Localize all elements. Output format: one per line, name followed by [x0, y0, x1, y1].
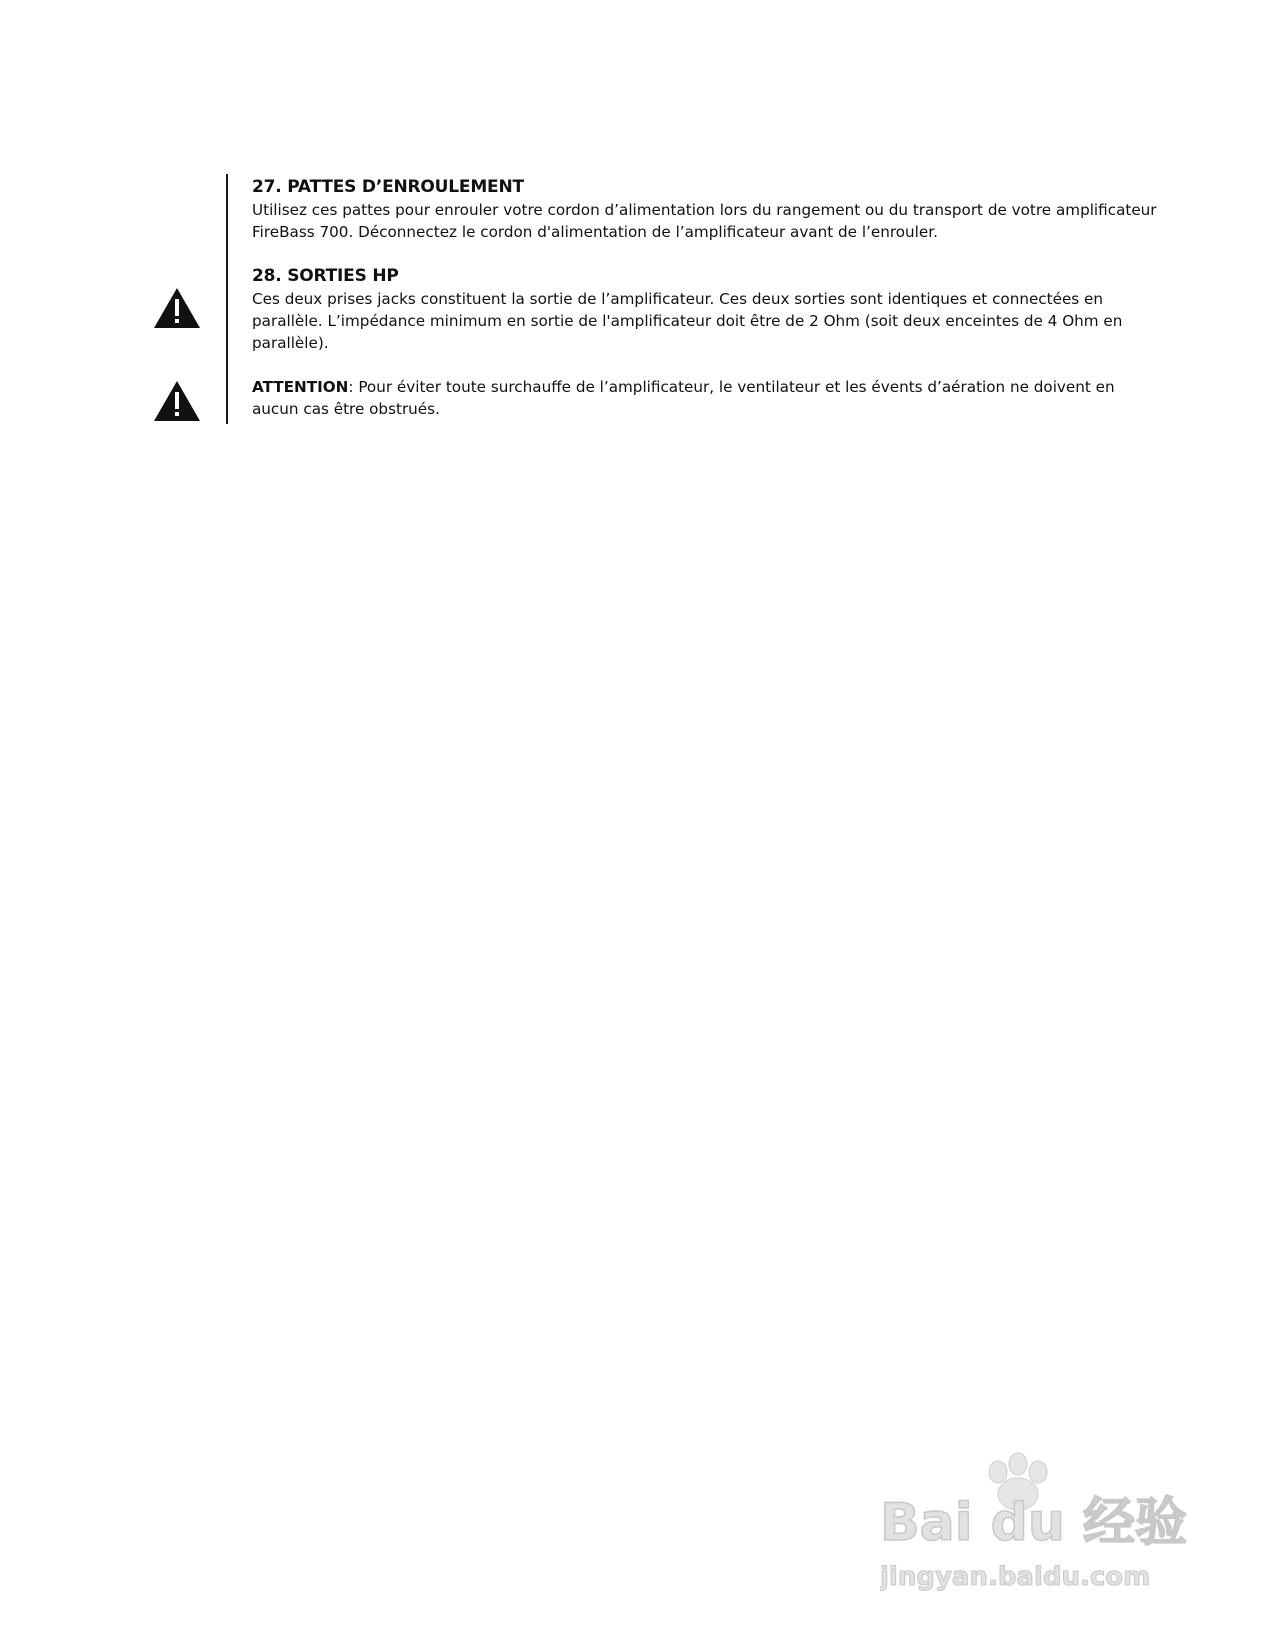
- warning-triangle-icon: [152, 286, 202, 330]
- watermark-brand: Bai du 经验: [880, 1493, 1187, 1553]
- document-content: [252, 176, 1162, 442]
- section-body: Ces deux prises jacks constituent la sortie de l’amplificateur. Ces deux sorties sont identiques et connectées en parallèle. L’impédance minimum en sortie de l'amplificateur doit être de 2 Ohm (soit deux enceintes de 4 Ohm en parallèle).: [252, 290, 1123, 352]
- margin-rule: [226, 174, 228, 424]
- watermark-url: jingyan.baidu.com: [880, 1562, 1151, 1592]
- section-heading: 27. PATTES D’ENROULEMENT: [252, 177, 524, 197]
- section-body: Utilisez ces pattes pour enrouler votre cordon d’alimentation lors du rangement ou du transport de votre amplificateur FireBass 700. Déconnectez le cordon d'alimentation de l’amplificateur avant de l’enrouler.: [252, 201, 1157, 241]
- section-pattes-enroulement: [252, 176, 1162, 243]
- warning-triangle-icon: [152, 379, 202, 423]
- attention-label: ATTENTION: [252, 378, 349, 396]
- attention-text: : Pour éviter toute surchauffe de l’amplificateur, le ventilateur et les évents d’aération ne doivent en aucun cas être obstrués.: [252, 378, 1115, 418]
- baidu-watermark: [880, 1450, 1210, 1600]
- section-sorties-hp: [252, 265, 1162, 354]
- attention-paragraph: [252, 376, 1162, 420]
- section-heading: 28. SORTIES HP: [252, 266, 399, 286]
- attention-note: [252, 376, 1162, 420]
